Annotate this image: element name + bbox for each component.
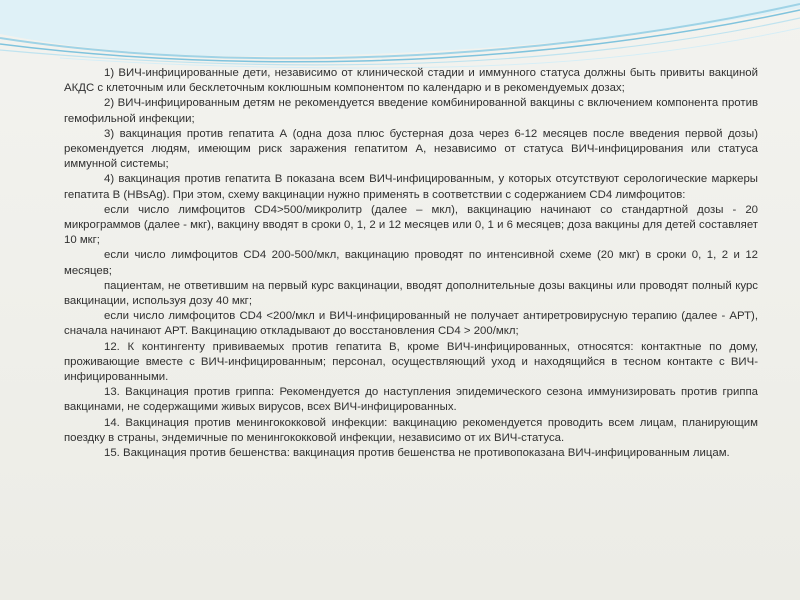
paragraph-1: 1) ВИЧ-инфицированные дети, независимо от клинической стадии и иммунного статуса должны быть привиты вакциной АКДС с клеточным или бесклеточным коклюшным компонентом по календарю и в рекомендуемых дозах; bbox=[64, 67, 758, 95]
paragraph-13: 13. Вакцинация против гриппа: Рекомендуется до наступления эпидемического сезона иммунизировать против гриппа вакцинами, не содержащими живых вирусов, всех ВИЧ-инфицированных. bbox=[64, 386, 758, 414]
paragraph-cd4-under-200: если число лимфоцитов CD4 <200/мкл и ВИЧ-инфицированный не получает антиретровирусную терапию (далее - АРТ), сначала начинают АРТ. Вакцинацию откладывают до восстановления CD4 > 200/мкл; bbox=[64, 310, 758, 338]
paragraph-2: 2) ВИЧ-инфицированным детям не рекомендуется введение комбинированной вакцины с включением компонента против гемофильной инфекции; bbox=[64, 97, 758, 125]
paragraph-4: 4) вакцинация против гепатита В показана всем ВИЧ-инфицированным, у которых отсутствуют серологические маркеры гепатита В (HBsAg). При этом, схему вакцинации нужно применять в соответствии с содержанием CD4 лимфоцитов: bbox=[64, 173, 758, 201]
slide-text bbox=[64, 66, 758, 461]
paragraph-12: 12. К контингенту прививаемых против гепатита В, кроме ВИЧ-инфицированных, относятся: контактные по дому, проживающие вместе с ВИЧ-инфицированным; персонал, осуществляющий уход и находящийся в тесном контакте с ВИЧ-инфицированными. bbox=[64, 340, 758, 384]
paragraph-non-responders: пациентам, не ответившим на первый курс вакцинации, вводят дополнительные дозы вакцины или проводят полный курс вакцинации, используя дозу 40 мкг; bbox=[64, 279, 758, 308]
paragraph-14: 14. Вакцинация против менингококковой инфекции: вакцинацию рекомендуется проводить всем лицам, планирующим поездку в страны, эндемичные по менингококковой инфекции, независимо от их ВИЧ-статуса. bbox=[64, 416, 758, 444]
paragraph-3: 3) вакцинация против гепатита А (одна доза плюс бустерная доза через 6-12 месяцев после введения первой дозы) рекомендуется людям, имеющим риск заражения гепатитом А, независимо от статуса ВИЧ-инфицирования или статуса иммунной системы; bbox=[64, 127, 758, 171]
paragraph-15: 15. Вакцинация против бешенства: вакцинация против бешенства не противопоказана ВИЧ-инфицированным лицам. bbox=[104, 447, 730, 460]
decorative-waves bbox=[0, 0, 800, 70]
paragraph-cd4-200-500: если число лимфоцитов CD4 200-500/мкл, вакцинацию проводят по интенсивной схеме (20 мкг) в сроки 0, 1, 2 и 12 месяцев; bbox=[64, 249, 758, 277]
paragraph-cd4-over-500: если число лимфоцитов CD4>500/микролитр (далее – мкл), вакцинацию начинают со стандартной дозы - 20 микрограммов (далее - мкг), вакцину вводят в сроки 0, 1, 2 и 12 месяцев или 0, 1 и 6 месяцев; доза вакцины для детей составляет 10 мкг; bbox=[64, 203, 758, 247]
